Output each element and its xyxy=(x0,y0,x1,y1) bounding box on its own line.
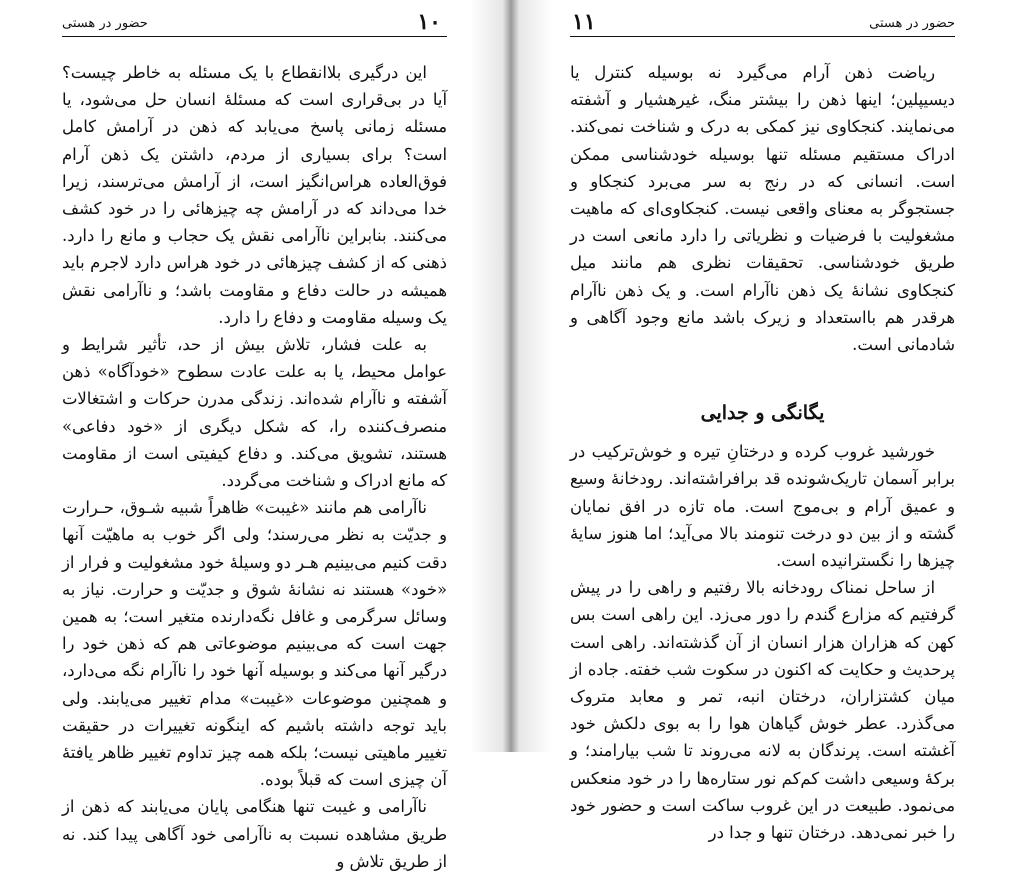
right-page-header xyxy=(570,9,955,37)
page-number: ۱۰ xyxy=(417,9,441,35)
paragraph: این درگیری بلاانقطاع با یک مسئله به خاطر چیست؟ آیا در بی‌قراری است که مسئلهٔ انسان حل می‌شود، یا مسئله زمانی پاسخ می‌یابد که ذهن در آرامش کامل است؟ برای بسیاری از مردم، داشتن یک ذهن آرام فوق‌العاده هراس‌انگیز است، از آرامش می‌ترسند، زیرا خدا می‌داند که در آرامش چه چیزهائی را در خود کشف می‌کنند. بنابراین ناآرامی نقش یک حجاب و مانع را دارد. ذهنی که از کشف چیزهائی در خود هراس دارد لاجرم باید همیشه در حالت دفاع و مقاومت باشد؛ و ناآرامی نقش یک وسیله مقاومت و دفاع را دارد. xyxy=(62,63,447,327)
paragraph: از ساحل نمناک رودخانه بالا رفتیم و راهی را در پیش گرفتیم که مزارع گندم را دور می‌زد. این راهی است بس کهن که هزاران هزار انسان از آن گذشته‌اند. راهی است پرحدیث و حکایت که اکنون در سکوت شب خفته. جاده از میان کشتزاران، درختان انبه، تمر و معابد متروک می‌گذرد. عطر خوش گیاهان هوا را به بوی دلکش خود آغشته است. پرندگان به لانه می‌روند تا شب بیارامند؛ و برکهٔ وسیعی داشت کم‌کم نور ستاره‌ها را در خود منعکس می‌نمود. طبیعت در این غروب ساکت است و حضور خود را خبر نمی‌دهد. درختان تنها و جدا در xyxy=(570,578,955,843)
paragraph: ناآرامی و غیبت تنها هنگامی پایان می‌یابند که ذهن از طریق مشاهده نسبت به ناآرامی خود آگاهی پیدا کند. نه از طریق تلاش و xyxy=(62,797,447,871)
right-page-body xyxy=(570,59,955,846)
page-number: ۱۱ xyxy=(572,9,596,35)
paragraph: ریاضت ذهن آرام می‌گیرد نه بوسیله کنترل یا دیسیپلین؛ اینها ذهن را بیشتر منگ، غیرهشیار و آشفته می‌نمایند. کنجکاوی نیز کمکی به درک و شناخت نمی‌کند. ادراک مستقیم مسئله تنها بوسیله خودشناسی ممکن است. انسانی که در رنج به سر می‌برد کنجکاو و جستجوگر به معنای واقعی نیست. کنجکاوی‌ای که ماهیت مشغولیت با فرضیات و نظریاتی را دارد مانعی است در طریق خودشناسی. تحقیقات نظری هم مانند میل کنجکاوی نشانهٔ یک ذهن ناآرام است. و یک ذهن ناآرام هرقدر هم بااستعداد و زیرک باشد مانع وجود آگاهی و شادمانی است. xyxy=(570,63,955,355)
running-title: حضور در هستی xyxy=(869,16,955,31)
section-heading: یگانگی و جدایی xyxy=(700,402,825,425)
paragraph: خورشید غروب کرده و درختانِ تیره و خوش‌ترکیب در برابر آسمان تاریک‌شونده قد برافراشته‌اند. رودخانهٔ وسیع و عمیق آرام و بی‌موج است. ماه تازه در افق نمایان گشته و از بین دو درخت تنومند بالا می‌آید؛ اما هنوز سایهٔ چیزها را نگسترانیده است. xyxy=(570,442,955,571)
book-gutter xyxy=(470,0,552,752)
left-page xyxy=(0,0,512,871)
left-page-body xyxy=(62,59,447,875)
left-page-header xyxy=(62,9,447,37)
paragraph: به علت فشار، تلاش بیش از حد، تأثیر شرایط و عوامل محیط، یا به علت عادت سطوح «خودآگاه» ذهن آشفته و ناآرام شده‌اند. زندگی مدرن حرکات و اشتغالات منصرف‌کننده را، که شکل دیگری از «خود دفاعی» هستند، تشویق می‌کند. و دفاع کیفیتی است از مقاومت که مانع ادراک و شناخت می‌گردد. xyxy=(62,335,447,491)
running-title: حضور در هستی xyxy=(62,16,148,31)
paragraph: ناآرامی هم مانند «غیبت» ظاهراً شبیه شـوق، حـرارت و جدیّت به نظر می‌رسند؛ ولی اگر خوب به ماهیّت آنها دقت کنیم می‌بینیم هـر دو وسیلهٔ خود مشغولیت و فرار از «خود» هستند نه نشانهٔ شوق و جدیّت و حرارت. نیاز به وسائل سرگرمی و غافل نگه‌دارنده متغیر است؛ به همین جهت است که می‌بینیم موضوعاتی هم که ذهن خود را درگیر آنها می‌کند و بوسیله آنها خود را ناآرام نگه می‌دارد، و همچنین موضوعات «غیبت» مدام تغییر می‌یابند. ولی باید توجه داشته باشیم که اینگونه تغییرات در حقیقت تغییر ماهیتی نیست؛ بلکه همه چیز تداوم تغییر ظاهر یافتهٔ آن چیزی است که قبلاً بوده. xyxy=(62,498,447,790)
